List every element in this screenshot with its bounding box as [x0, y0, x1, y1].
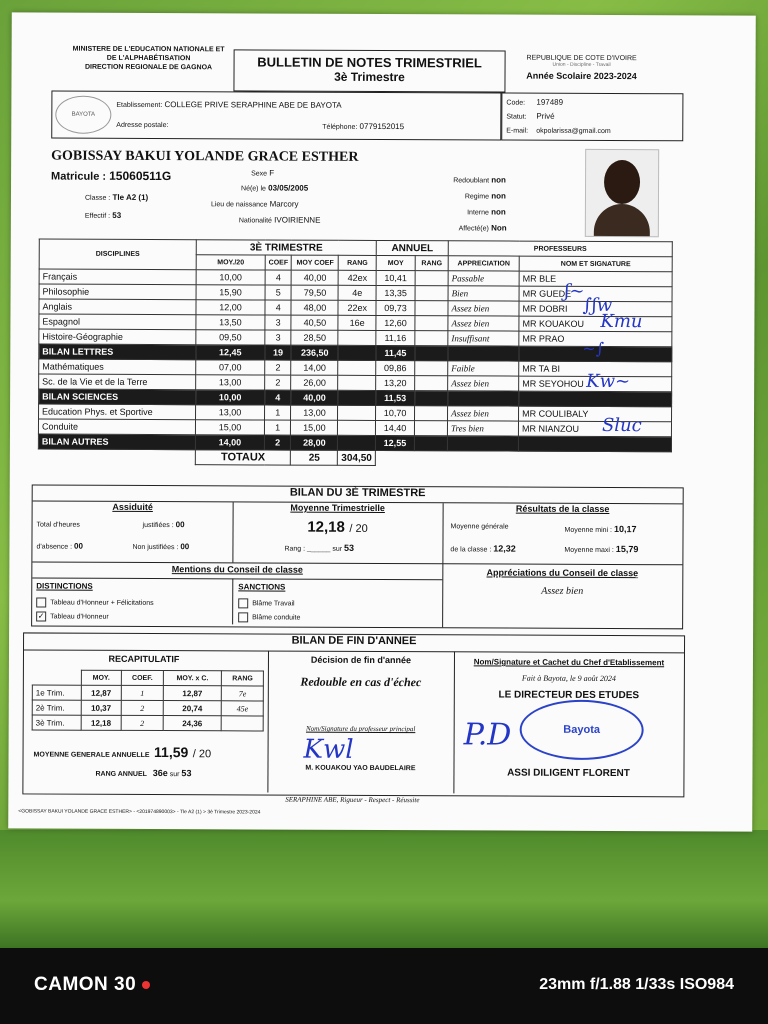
- interne-value: non: [491, 207, 506, 217]
- camera-watermark-bar: [0, 948, 768, 1024]
- subject-annual-moy: 13,35: [376, 285, 415, 300]
- email-label: E-mail:: [506, 127, 529, 135]
- subject-appreciation: Assez bien: [448, 316, 519, 331]
- totaux-moycoef: 304,50: [338, 450, 376, 465]
- subject-appreciation: Insuffisant: [448, 331, 519, 346]
- th-annual-moy: MOY: [376, 255, 415, 270]
- moy-trim-line: [232, 518, 442, 537]
- recap-row: [32, 715, 263, 731]
- subject-name: Français: [39, 269, 196, 285]
- subject-moy: 13,50: [196, 315, 265, 330]
- grades-table: [38, 239, 673, 468]
- moy-mini-value: 10,17: [613, 524, 637, 535]
- subject-rang: [338, 345, 376, 360]
- subject-name: Philosophie: [39, 284, 196, 300]
- recap-h-rang: RANG: [222, 671, 264, 686]
- student-name: GOBISSAY BAKUI YOLANDE GRACE ESTHER: [51, 148, 359, 165]
- director-signature: P.D: [463, 717, 512, 753]
- footer-motto: SERAPHINE ABE, Rigueur - Respect - Réussite: [285, 795, 420, 805]
- subject-moy: 07,00: [196, 360, 265, 375]
- sanction-travail: [238, 598, 294, 608]
- chef-title: Nom/Signature et Cachet du Chef d'Etablissement: [473, 657, 665, 668]
- subject-rang: 42ex: [339, 270, 377, 285]
- subject-annual-rang: [414, 436, 447, 451]
- subject-appreciation: Tres bien: [447, 421, 518, 436]
- subject-moy: 12,45: [196, 345, 265, 360]
- recap-coef: 2: [121, 700, 163, 715]
- recap-coef: 2: [121, 715, 163, 730]
- classe-label: Classe :: [84, 194, 111, 202]
- subject-moy: 13,00: [196, 405, 265, 420]
- subject-moycoef: 28,50: [291, 330, 338, 345]
- th-appreciation: APPRECIATION: [448, 256, 519, 271]
- subject-professor: MR DOBRI: [519, 301, 672, 317]
- subject-coef: 5: [265, 285, 292, 300]
- appreciations-title: Appréciations du Conseil de classe: [486, 567, 639, 579]
- subject-moycoef: 40,00: [292, 270, 339, 285]
- recap-h-coef: COEF.: [122, 670, 164, 685]
- etab-label: Etablissement:: [116, 101, 163, 110]
- subject-professor: MR PRAO: [519, 331, 672, 347]
- th-annual-rang: RANG: [415, 256, 448, 271]
- nonjust-label: Non justifiées :: [132, 543, 179, 552]
- recap-coef: 1: [121, 685, 163, 700]
- subject-coef: 4: [265, 390, 292, 405]
- classe-value: Tle A2 (1): [112, 192, 149, 202]
- statut-value: Privé: [536, 111, 555, 121]
- recap-row: [32, 700, 263, 716]
- prof-signature: Kwl: [303, 734, 354, 765]
- sexe-value: F: [269, 168, 275, 178]
- page-title: BULLETIN DE NOTES TRIMESTRIEL: [257, 54, 482, 71]
- rang-annuel-label: RANG ANNUEL: [95, 770, 147, 778]
- recap-h-moy: MOY.: [81, 670, 122, 685]
- subject-annual-moy: 09,73: [376, 300, 415, 315]
- subject-appreciation: [448, 346, 519, 361]
- moy-trim-value: 12,18: [307, 518, 345, 536]
- recap-moy: 12,87: [81, 685, 122, 700]
- resultats-title: Résultats de la classe: [515, 503, 610, 514]
- subject-annual-rang: [414, 421, 447, 436]
- subject-rang: [338, 435, 376, 450]
- lieu-label: Lieu de naissance: [210, 201, 268, 209]
- recap-title: RECAPITULATIF: [108, 653, 180, 665]
- redoublant-label: Redoublant: [453, 177, 490, 185]
- th-trimestre: 3È TRIMESTRE: [196, 240, 376, 256]
- recap-h-moyc: MOY. x C.: [163, 671, 222, 686]
- subject-professor: MR KOUAKOU: [519, 316, 672, 332]
- subject-annual-rang: [415, 406, 448, 421]
- th-rang: RANG: [339, 255, 377, 270]
- subject-rang: 22ex: [338, 300, 376, 315]
- subject-coef: 3: [265, 315, 292, 330]
- subject-annual-moy: 10,41: [376, 270, 415, 285]
- background-grass-foreground: [0, 830, 768, 948]
- address-label: Adresse postale:: [116, 121, 169, 130]
- subject-professor: MR TA BI: [519, 361, 672, 377]
- signature-scribble: ʃ~: [564, 280, 585, 302]
- tel-value: 0779152015: [359, 121, 405, 132]
- subject-annual-rang: [415, 391, 448, 406]
- rang-sur-value: 53: [343, 542, 355, 553]
- subject-moycoef: 26,00: [291, 375, 338, 390]
- subject-coef: 1: [265, 405, 292, 420]
- subject-appreciation: Assez bien: [448, 301, 519, 316]
- subject-name: Sc. de la Vie et de la Terre: [39, 374, 196, 390]
- subject-moy: 10,00: [196, 390, 265, 405]
- mga-line: [34, 743, 212, 762]
- subject-moy: 09,50: [196, 330, 265, 345]
- subject-rang: [338, 330, 376, 345]
- recap-moyc: 24,36: [163, 716, 222, 731]
- subject-coef: 2: [265, 360, 292, 375]
- record-dot-icon: [142, 981, 150, 989]
- sanctions-title: SANCTIONS: [238, 582, 286, 592]
- regime-value: non: [491, 191, 506, 201]
- student-photo: [585, 149, 659, 237]
- checkbox-blame-travail[interactable]: [238, 598, 248, 608]
- subject-coef: 1: [264, 420, 291, 435]
- naiss-label: Né(e) le: [241, 185, 266, 193]
- recap-moy: 10,37: [81, 700, 122, 715]
- effectif-value: 53: [112, 210, 122, 220]
- absence-label: d'absence :: [36, 543, 73, 551]
- republic-name: REPUBLIQUE DE COTE D'IVOIRE: [526, 54, 637, 63]
- subject-annual-moy: 12,60: [376, 315, 415, 330]
- subject-professor: MR BLE: [519, 271, 672, 287]
- prof-principal-name: M. KOUAKOU YAO BAUDELAIRE: [305, 764, 416, 773]
- recap-moy: 12,18: [81, 715, 122, 730]
- nat-label: Nationalité: [238, 217, 272, 225]
- th-nom-signature: NOM ET SIGNATURE: [519, 256, 672, 272]
- effectif-label: Effectif :: [84, 212, 111, 220]
- code-value: 197489: [536, 97, 564, 107]
- subject-annual-moy: 09,86: [376, 360, 415, 375]
- rang-label: Rang :: [284, 545, 306, 553]
- subject-name: Histoire-Géographie: [39, 329, 196, 345]
- distinction-tableau-label: Tableau d'Honneur: [50, 613, 109, 621]
- assiduite-title: Assiduité: [112, 501, 153, 513]
- bilan-trimestre-title: BILAN DU 3È TRIMESTRE: [33, 485, 683, 504]
- camera-exif: 23mm f/1.88 1/33s ISO984: [539, 976, 734, 993]
- matricule-value: 15060511G: [109, 168, 172, 184]
- subject-rang: [338, 405, 376, 420]
- th-moycoef: MOY COEF: [292, 255, 339, 270]
- justifiees-label: justifiées :: [142, 521, 174, 530]
- mga-sur: / 20: [192, 748, 212, 761]
- subject-name: Espagnol: [39, 314, 196, 330]
- interne-label: Interne: [467, 209, 489, 217]
- subject-appreciation: Assez bien: [448, 406, 519, 421]
- th-moy: MOY./20: [196, 255, 265, 270]
- director-name: ASSI DILIGENT FLORENT: [507, 767, 630, 780]
- ministry-block: [54, 45, 244, 73]
- subject-rang: 16e: [338, 315, 376, 330]
- appreciation-value: Assez bien: [541, 585, 584, 597]
- moy-mini-label: Moyenne mini :: [564, 526, 613, 535]
- matricule-label: Matricule :: [51, 170, 107, 183]
- signature-scribble: ~∫: [582, 338, 605, 358]
- subject-moy: 14,00: [195, 435, 264, 450]
- justifiees-value: 00: [175, 520, 185, 530]
- bilan-annee-title: BILAN DE FIN D'ANNEE: [24, 633, 684, 653]
- subject-moycoef: 236,50: [291, 345, 338, 360]
- subject-moycoef: 14,00: [291, 360, 338, 375]
- distinctions-title: DISTINCTIONS: [36, 581, 93, 591]
- recap-table: [32, 669, 264, 731]
- signature-scribble: Sluc: [601, 414, 642, 437]
- etab-value: COLLEGE PRIVE SERAPHINE ABE DE BAYOTA: [164, 100, 342, 110]
- rang-annuel-sur-label: sur: [169, 771, 180, 779]
- subject-rang: [338, 360, 376, 375]
- subject-annual-rang: [415, 301, 448, 316]
- mga-value: 11,59: [154, 744, 189, 761]
- recap-row: [32, 685, 263, 701]
- recap-moyc: 12,87: [163, 686, 222, 701]
- mentions-title: Mentions du Conseil de classe: [171, 564, 303, 575]
- fait-a: Fait à Bayota, le 9 août 2024: [521, 673, 616, 684]
- affecte-value: Non: [491, 223, 507, 233]
- camera-model: [34, 974, 150, 996]
- totaux-label: TOTAUX: [195, 450, 291, 465]
- school-year: Année Scolaire 2023-2024: [526, 70, 637, 82]
- th-coef: COEF: [265, 255, 292, 270]
- subject-professor: MR SEYOHOU: [519, 376, 672, 392]
- footer-reference: <GOBISSAY BAKUI YOLANDE GRACE ESTHER> - <201974890003> - Tle A2 (1) > 3è Trimestre 2023-2024: [18, 808, 261, 816]
- subject-name: Anglais: [39, 299, 196, 315]
- subject-moy: 15,00: [195, 420, 264, 435]
- distinction-tableau: [36, 611, 109, 621]
- subject-appreciation: Bien: [448, 286, 519, 301]
- absence-value: 00: [73, 541, 83, 551]
- recap-term: 1e Trim.: [32, 685, 81, 700]
- title-box: [233, 49, 505, 92]
- subject-annual-moy: 11,16: [376, 330, 415, 345]
- moy-maxi-value: 15,79: [615, 544, 639, 555]
- distinction-felicitations: [36, 597, 154, 608]
- subject-annual-moy: 14,40: [375, 420, 414, 435]
- subject-moycoef: 79,50: [291, 285, 338, 300]
- subject-name: Mathématiques: [39, 359, 196, 375]
- moy-gen-value: 12,32: [493, 543, 516, 554]
- recap-term: 2è Trim.: [32, 700, 81, 715]
- subject-moy: 12,00: [196, 300, 265, 315]
- subject-rang: [338, 390, 376, 405]
- lieu-value: Marcory: [269, 199, 299, 209]
- recap-moyc: 20,74: [163, 701, 222, 716]
- etab-line: [116, 100, 341, 110]
- nonjust-value: 00: [180, 542, 190, 552]
- subject-name: BILAN SCIENCES: [39, 389, 196, 405]
- subject-appreciation: [448, 391, 519, 406]
- subject-annual-rang: [415, 271, 448, 286]
- subject-annual-moy: 13,20: [376, 375, 415, 390]
- subject-annual-moy: 11,53: [376, 390, 415, 405]
- republic-motto: Union - Discipline - Travail: [552, 61, 611, 68]
- subject-annual-moy: 11,45: [376, 345, 415, 360]
- recap-rang: 45e: [222, 701, 264, 716]
- subject-moycoef: 48,00: [291, 300, 338, 315]
- subject-moycoef: 13,00: [291, 405, 338, 420]
- subject-moycoef: 40,00: [291, 390, 338, 405]
- moy-trim-title: Moyenne Trimestrielle: [290, 502, 385, 514]
- sanction-travail-label: Blâme Travail: [252, 600, 295, 608]
- sanction-conduite: [238, 612, 300, 622]
- subject-coef: 4: [265, 300, 292, 315]
- bilan-annee-box: [22, 632, 685, 797]
- code-label: Code:: [506, 99, 526, 107]
- report-card: [8, 12, 756, 831]
- sanction-conduite-label: Blâme conduite: [252, 614, 301, 622]
- prof-principal-label: Nom/Signature du professeur principal: [305, 724, 416, 734]
- subject-coef: 4: [265, 270, 292, 285]
- subject-moycoef: 15,00: [291, 420, 338, 435]
- recap-term: 3è Trim.: [32, 715, 81, 730]
- subject-name: BILAN LETTRES: [39, 344, 196, 360]
- rang-sur-label: sur: [332, 545, 343, 553]
- total-heures-label: Total d'heures: [36, 521, 80, 529]
- th-annuel: ANNUEL: [376, 240, 448, 255]
- subject-moycoef: 40,50: [291, 315, 338, 330]
- subject-appreciation: Passable: [448, 271, 519, 286]
- de-la-classe: de la classe :: [450, 546, 492, 554]
- distinction-felicitations-label: Tableau d'Honneur + Félicitations: [50, 599, 154, 607]
- ministry-line: DIRECTION REGIONALE DE GAGNOA: [84, 63, 213, 72]
- bilan-trimestre-box: BILAN DU 3È TRIMESTRE Assiduité Total d'heures d'absence : 00 justifiées : 00 Non justifiées : 00 Moyenne Trimestrielle 12,18 / 20 Rang : ______ sur 53 Résultats de la classe Moyenne générale de la classe : 12,32 Moyenne mini : 10,17 Moyenne maxi : 15,79 Mentions du Conseil de classe Appréciations du Conseil de classe Assez bien DISTINCTIONS SANCTIONS Tableau d'Honneur + Félicitations ✓ Tableau d'Honneur Blâme Travail Blâme conduite: [31, 484, 684, 629]
- rang-annuel-value: 36e: [152, 768, 168, 779]
- signature-scribble: Kmu: [600, 310, 643, 333]
- subject-moy: 15,90: [196, 285, 265, 300]
- checkbox-tableau-honneur[interactable]: ✓: [37, 611, 45, 621]
- subject-coef: 19: [265, 345, 292, 360]
- tel-line: [322, 122, 404, 131]
- checkbox-blame-conduite[interactable]: [238, 612, 248, 622]
- subject-rang: 4e: [338, 285, 376, 300]
- subject-moycoef: 28,00: [291, 435, 338, 450]
- subject-professor: MR GUEDE: [519, 286, 672, 302]
- subject-annual-rang: [415, 346, 448, 361]
- school-code-box: [501, 93, 683, 142]
- rang-annuel-line: [95, 768, 191, 778]
- status-block: [443, 172, 507, 236]
- subject-coef: 2: [264, 435, 291, 450]
- subject-coef: 2: [265, 375, 292, 390]
- subject-appreciation: Faible: [448, 361, 519, 376]
- subject-professor: MR COULIBALY: [519, 406, 672, 422]
- subject-name: Education Phys. et Sportive: [39, 404, 196, 420]
- republic-block: [511, 55, 651, 82]
- affecte-label: Affecté(e): [458, 225, 489, 233]
- school-stamp: Bayota: [520, 700, 644, 761]
- ministry-line: DE L'ALPHABÉTISATION: [106, 54, 191, 63]
- rang-annuel-sur: 53: [181, 768, 192, 779]
- subject-professor: [518, 436, 671, 452]
- mga-label: MOYENNE GENERALE ANNUELLE: [33, 751, 150, 759]
- tel-label: Téléphone:: [322, 123, 358, 131]
- subject-moy: 13,00: [196, 375, 265, 390]
- subject-coef: 3: [265, 330, 292, 345]
- subject-appreciation: [447, 436, 518, 451]
- subject-professor: [519, 391, 672, 407]
- subject-annual-moy: 12,55: [375, 435, 414, 450]
- regime-label: Regime: [464, 193, 489, 201]
- th-disciplines: DISCIPLINES: [39, 239, 196, 270]
- subject-annual-rang: [415, 331, 448, 346]
- subject-appreciation: Assez bien: [448, 376, 519, 391]
- subject-name: BILAN AUTRES: [38, 434, 195, 450]
- subject-annual-rang: [415, 286, 448, 301]
- school-logo: BAYOTA: [55, 96, 111, 134]
- moy-maxi-label: Moyenne maxi :: [564, 546, 614, 555]
- subject-rang: [338, 375, 376, 390]
- subject-moy: 10,00: [196, 270, 265, 285]
- decision-title: Décision de fin d'année: [310, 654, 412, 666]
- nat-value: IVOIRIENNE: [274, 215, 321, 225]
- decision-value: Redouble en cas d'échec: [300, 674, 422, 690]
- recap-rang: [222, 716, 264, 731]
- th-professeurs: PROFESSEURS: [448, 241, 672, 257]
- moy-gen-label: Moyenne générale: [450, 523, 509, 531]
- naiss-value: 03/05/2005: [268, 183, 309, 193]
- sexe-label: Sexe: [251, 170, 268, 178]
- checkbox-felicitations[interactable]: [36, 597, 46, 607]
- statut-label: Statut:: [506, 113, 527, 121]
- subject-rang: [338, 420, 376, 435]
- subject-annual-moy: 10,70: [376, 405, 415, 420]
- subject-professor: MR NIANZOU: [518, 421, 671, 437]
- school-info-box: [51, 91, 501, 141]
- subject-annual-rang: [415, 376, 448, 391]
- subject-annual-rang: [415, 316, 448, 331]
- totaux-coef: 25: [291, 450, 338, 465]
- signature-scribble: Kw~: [586, 370, 631, 393]
- ministry-line: MINISTERE DE L'EDUCATION NATIONALE ET: [72, 45, 225, 54]
- recap-rang: 7e: [222, 686, 264, 701]
- matricule-line: [51, 169, 171, 184]
- camera-model-text: CAMON 30: [34, 974, 137, 995]
- moy-trim-sur: / 20: [349, 522, 368, 535]
- term-title: 3è Trimestre: [334, 69, 405, 85]
- subject-annual-rang: [415, 361, 448, 376]
- signature-scribble: ∫ʃw: [582, 294, 613, 317]
- directeur-title: LE DIRECTEUR DES ETUDES: [498, 689, 640, 702]
- email-value: okpolarissa@gmail.com: [536, 127, 611, 135]
- redoublant-value: non: [491, 175, 506, 185]
- subject-name: Conduite: [38, 419, 195, 435]
